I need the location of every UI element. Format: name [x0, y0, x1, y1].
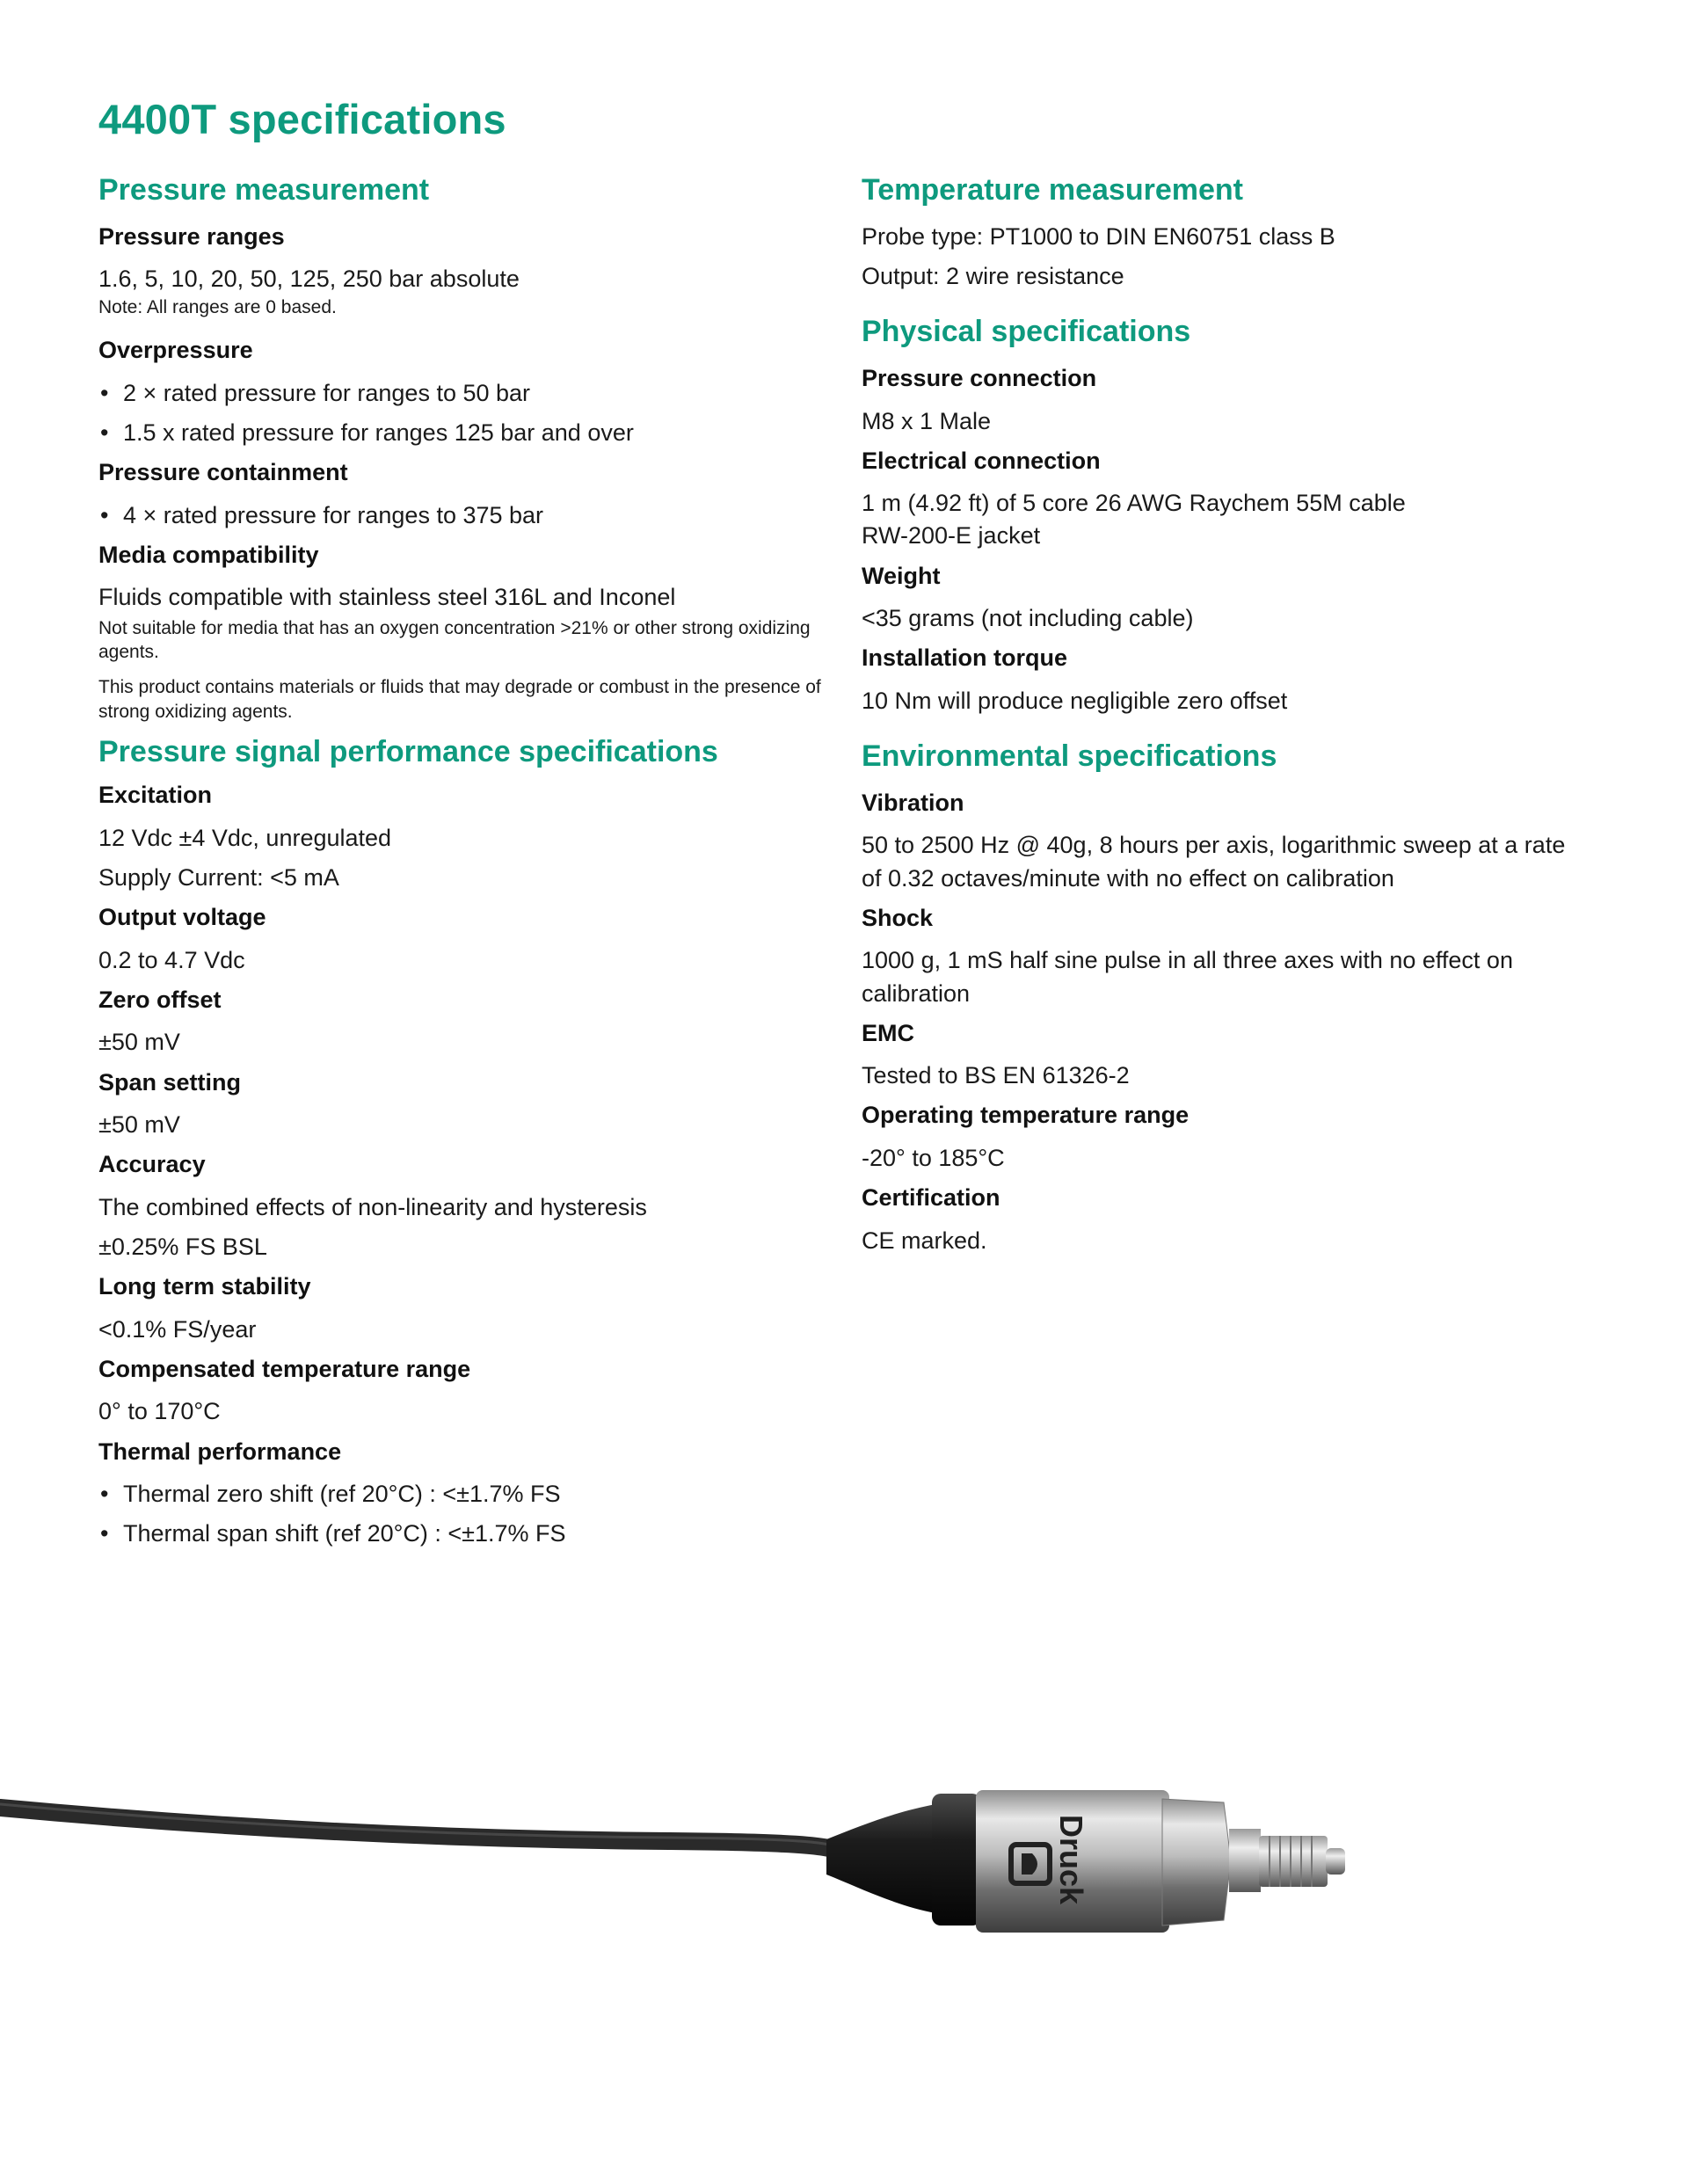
operating-temp-value: -20° to 185°C — [862, 1144, 1005, 1171]
page-title: 4400T specifications — [98, 96, 506, 142]
vibration-label: Vibration — [862, 789, 964, 816]
vibration-value: 50 to 2500 Hz @ 40g, 8 hours per axis, logarithmic sweep at a rate of 0.32 octaves/minute with no effect on calibration — [862, 832, 1566, 892]
span-setting-label: Span setting — [98, 1068, 242, 1096]
thermal-performance-label: Thermal performance — [98, 1438, 342, 1465]
electrical-connection-value-2: RW-200-E jacket — [862, 522, 1041, 550]
probe-type-value: Probe type: PT1000 to DIN EN60751 class B — [862, 222, 1335, 250]
thermal-list — [98, 1478, 828, 1551]
shock-label: Shock — [862, 904, 934, 931]
list-item: • 1.5 x rated pressure for ranges 125 bar and over — [100, 419, 634, 446]
excitation-value: 12 Vdc ±4 Vdc, unregulated — [98, 824, 392, 851]
shock-value: 1000 g, 1 mS half sine pulse in all three axes with no effect on calibration — [862, 947, 1513, 1007]
pressure-ranges-label: Pressure ranges — [98, 222, 285, 250]
thread-fitting — [1259, 1836, 1345, 1887]
list-item: • Thermal span shift (ref 20°C) : <±1.7% FS — [100, 1520, 566, 1547]
list-item: • 2 × rated pressure for ranges to 50 bar — [100, 379, 531, 406]
media-note-1: Not suitable for media that has an oxygen concentration >21% or other strong oxidizing agents. — [98, 617, 811, 663]
long-term-stability-value: <0.1% FS/year — [98, 1315, 257, 1343]
electrical-connection-value: 1 m (4.92 ft) of 5 core 26 AWG Raychem 55M cable — [862, 490, 1406, 517]
section-title-environmental: Environmental specifications — [862, 739, 1277, 774]
hex-nut — [1162, 1799, 1231, 1926]
media-compatibility-label: Media compatibility — [98, 541, 319, 568]
zero-offset-value: ±50 mV — [98, 1029, 180, 1056]
emc-value: Tested to BS EN 61326-2 — [862, 1062, 1130, 1089]
emc-label: EMC — [862, 1019, 914, 1046]
pressure-containment-label: Pressure containment — [98, 459, 348, 486]
druck-logo-text: Druck — [1053, 1815, 1089, 1905]
compensated-temp-value: 0° to 170°C — [98, 1398, 221, 1425]
long-term-stability-label: Long term stability — [98, 1273, 311, 1300]
zero-offset-label: Zero offset — [98, 986, 222, 1013]
right-column — [862, 172, 1591, 1264]
left-column — [98, 172, 828, 1557]
overpressure-list — [98, 377, 828, 450]
installation-torque-label: Installation torque — [862, 644, 1068, 672]
containment-list — [98, 499, 828, 532]
compensated-temp-label: Compensated temperature range — [98, 1355, 471, 1382]
section-title-signal-performance: Pressure signal performance specifications — [98, 735, 718, 769]
certification-value: CE marked. — [862, 1227, 987, 1254]
weight-value: <35 grams (not including cable) — [862, 605, 1194, 632]
list-item: • 4 × rated pressure for ranges to 375 bar — [100, 501, 544, 528]
output-voltage-label: Output voltage — [98, 904, 266, 931]
installation-torque-value: 10 Nm will produce negligible zero offset — [862, 687, 1288, 714]
section-title-physical: Physical specifications — [862, 315, 1191, 349]
media-note-2: This product contains materials or fluids that may degrade or combust in the presence of strong oxidizing agents. — [98, 676, 821, 722]
section-title-temperature: Temperature measurement — [862, 173, 1243, 207]
pressure-connection-value: M8 x 1 Male — [862, 407, 992, 434]
accuracy-label: Accuracy — [98, 1151, 206, 1178]
pressure-connection-label: Pressure connection — [862, 365, 1097, 392]
weight-label: Weight — [862, 562, 941, 589]
supply-current-value: Supply Current: <5 mA — [98, 863, 339, 891]
pressure-ranges-note: Note: All ranges are 0 based. — [98, 297, 337, 318]
output-value: Output: 2 wire resistance — [862, 263, 1124, 290]
electrical-connection-label: Electrical connection — [862, 447, 1101, 474]
media-compatibility-value: Fluids compatible with stainless steel 316L and Inconel — [98, 584, 676, 611]
excitation-label: Excitation — [98, 782, 213, 809]
accuracy-value-2: ±0.25% FS BSL — [98, 1233, 267, 1260]
product-image — [0, 1741, 1688, 2075]
operating-temp-label: Operating temperature range — [862, 1102, 1190, 1129]
overpressure-label: Overpressure — [98, 337, 253, 364]
certification-label: Certification — [862, 1184, 1000, 1212]
list-item: • Thermal zero shift (ref 20°C) : <±1.7% FS — [100, 1480, 561, 1507]
output-voltage-value: 0.2 to 4.7 Vdc — [98, 946, 245, 973]
pressure-ranges-value: 1.6, 5, 10, 20, 50, 125, 250 bar absolute — [98, 266, 520, 293]
section-title-pressure-measurement: Pressure measurement — [98, 173, 430, 207]
accuracy-value: The combined effects of non-linearity and hysteresis — [98, 1193, 647, 1220]
span-setting-value: ±50 mV — [98, 1110, 180, 1138]
